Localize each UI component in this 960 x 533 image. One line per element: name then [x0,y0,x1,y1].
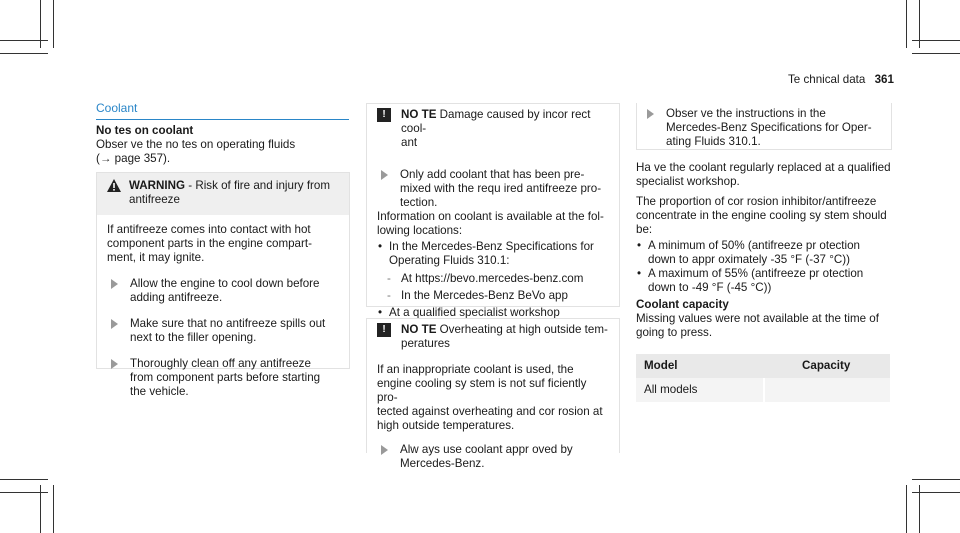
warning-text-line: If antifreeze comes into contact with hot [107,223,311,236]
crop-mark [906,0,907,48]
note-text-line: engine cooling sy stem is not suf ficiently pro- [377,377,587,404]
step-text-line: ating Fluids 310.1. [666,135,761,148]
capacity-table [636,354,890,402]
table-row [636,378,890,402]
list-item-text: • A minimum of 50% (antifreeze pr otection [648,239,861,252]
list-item-text: Operating Fluids 310.1: [389,254,510,267]
crop-mark [53,0,54,48]
step-text-line: adding antifreeze. [130,291,223,304]
list-item [377,240,609,303]
note-box-overheating [366,318,620,470]
crop-mark [0,40,48,41]
step-arrow-icon [381,170,388,180]
note-title-line: Overheating at high outside tem- [436,323,608,336]
note-text-line: If an inappropriate coolant is used, the [377,363,574,376]
step-text-line: Obser ve the instructions in the [666,107,826,120]
sub-list [377,272,609,303]
column-header: Model [644,359,678,372]
step-text-line: mixed with the requ ired antifreeze pro- [400,182,602,195]
warning-title-line: - Risk of fire and injury from [185,179,331,192]
instruction-box [636,103,892,150]
warning-body [97,215,349,407]
note-title-line: Damage caused by incor rect cool- [401,108,591,135]
paragraph-line: specialist workshop. [636,175,740,188]
warning-text-line: ment, it may ignite. [107,251,205,264]
instruction-step [107,357,339,399]
note-title [401,323,608,351]
exclamation-icon: ! [377,323,391,337]
instruction-step [377,168,609,210]
note-label: NO TE [401,108,437,121]
instruction-step [107,317,339,345]
notes-heading: No tes on coolant [96,124,194,137]
note-header [367,319,619,359]
instruction-step [637,107,891,149]
step-text-line: Alw ays use coolant appr oved by [400,443,573,456]
crop-mark [912,53,960,54]
note-text-line: high outside temperatures. [377,419,515,432]
notes-block [96,124,354,166]
running-header [788,73,894,87]
crop-mark [53,485,54,533]
concentration-list [636,239,898,295]
header-section: Te chnical data [788,73,866,86]
paragraph-line: Ha ve the coolant regularly replaced at a qualified [636,161,891,174]
table-cell [764,378,890,402]
sub-list-item: - At https://bevo.mercedes-benz.com [377,272,609,286]
step-arrow-icon [381,445,388,455]
capacity-text-line: Missing values were not available at the time of [636,312,879,325]
step-text-line: Make sure that no antifreeze spills out [130,317,326,330]
crop-mark [912,40,960,41]
page-number: 361 [874,73,894,86]
crop-mark [0,479,48,480]
step-text-line: Mercedes-Benz Specifications for Oper- [666,121,872,134]
step-text-line: the vehicle. [130,385,189,398]
step-text-line: Mercedes-Benz. [400,457,485,470]
list-item-text: • In the Mercedes-Benz Specifications for [389,240,594,253]
list-item-text: • At a qualified specialist workshop [389,306,560,319]
paragraph-line: be: [636,223,653,236]
warning-title [129,179,330,207]
list-item-text: • A maximum of 55% (antifreeze pr otection [648,267,864,280]
table-cell: All models [636,378,764,402]
step-text-line: tection. [400,196,438,209]
warning-header [97,173,349,215]
list-item-text: down to appr oximately -35 °F (-37 °C)) [648,253,850,266]
info-text-line: Information on coolant is available at the fol- [377,210,604,223]
instruction-step [377,443,609,471]
step-arrow-icon [111,319,118,329]
note-body [367,158,619,328]
step-arrow-icon [647,109,654,119]
list-item-text: down to -49 °F (-45 °C)) [648,281,772,294]
capacity-heading: Coolant capacity [636,298,729,311]
location-list [377,240,609,320]
warning-text-line: component parts in the engine compart- [107,237,312,250]
page-reference: (→ page 357). [96,152,171,165]
note-label: NO TE [401,323,437,336]
warning-label: WARNING [129,179,186,192]
note-title [401,108,611,150]
capacity-text-line: going to press. [636,326,713,339]
step-text-line: next to the filler opening. [130,331,257,344]
paragraph-line: concentrate in the engine cooling sy stem should [636,209,887,222]
warning-title-line: antifreeze [129,193,180,206]
instruction-step [107,277,339,305]
warning-box [96,172,350,398]
list-item [636,239,898,267]
warning-triangle-icon [107,179,121,192]
note-title-line: ant [401,136,418,149]
exclamation-icon: ! [377,108,391,122]
section-rule [96,119,349,120]
section-title: Coolant [96,101,138,115]
step-text-line: from component parts before starting [130,371,321,384]
sub-list-item: - In the Mercedes-Benz BeVo app [377,289,609,303]
info-text-line: lowing locations: [377,224,463,237]
note-box-damage [366,103,620,319]
step-arrow-icon [111,359,118,369]
crop-mark [906,485,907,533]
coolant-info [636,161,898,340]
step-text-line: Only add coolant that has been pre- [400,168,585,181]
crop-mark [912,479,960,480]
paragraph-line: The proportion of cor rosion inhibitor/antifreeze [636,195,877,208]
note-body [367,359,619,479]
crop-mark [0,53,48,54]
crop-mark [912,492,960,493]
note-header [367,104,619,158]
step-text-line: Thoroughly clean off any antifreeze [130,357,311,370]
note-text-line: tected against overheating and cor rosion at [377,405,603,418]
table-header-row [636,354,890,378]
note-title-line: peratures [401,337,450,350]
column-header: Capacity [802,359,851,372]
crop-mark [0,492,48,493]
step-text-line: Allow the engine to cool down before [130,277,320,290]
list-item [636,267,898,295]
step-arrow-icon [111,279,118,289]
notes-text: Obser ve the no tes on operating fluids [96,138,296,151]
